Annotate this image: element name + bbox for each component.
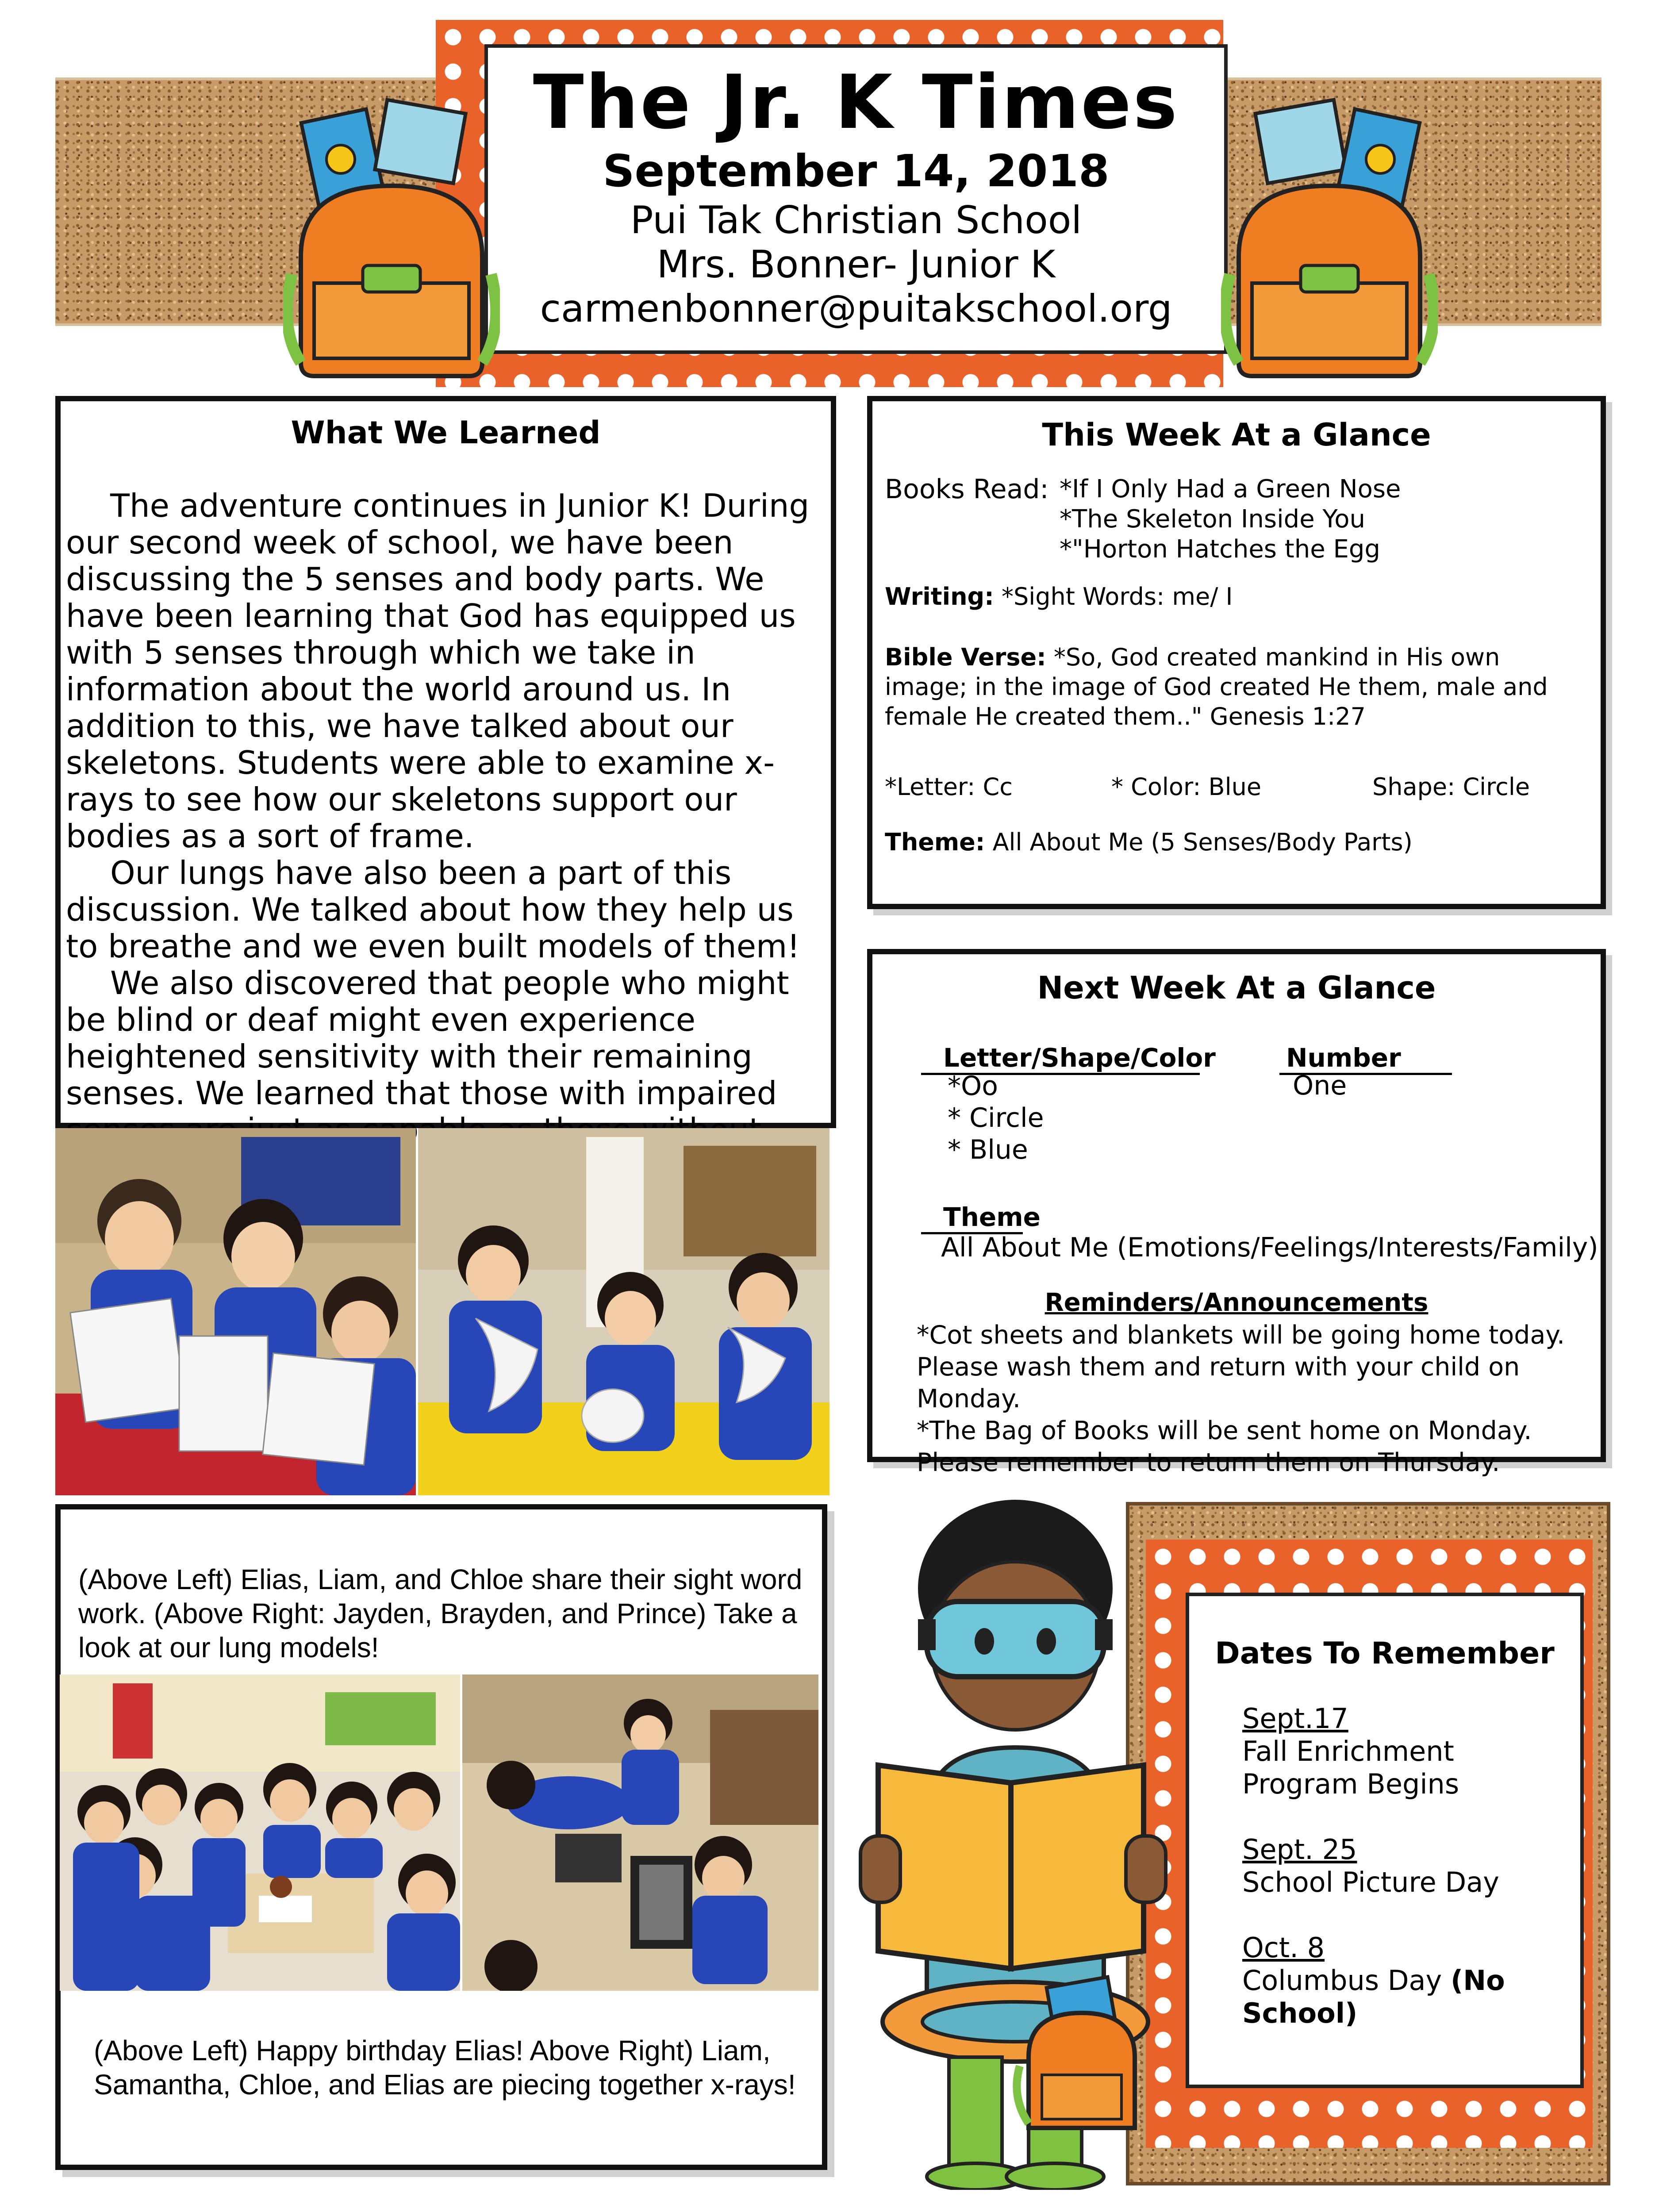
theme-value: All About Me (5 Senses/Body Parts) <box>992 828 1413 856</box>
learned-paragraph-3: We also discovered that people who might be blind or deaf might even experience heightened sensitivity with their remaining senses. We learned that those with impaired <box>66 964 789 1112</box>
book-item: *The Skeleton Inside You <box>1060 505 1365 534</box>
what-we-learned-box <box>55 396 836 1128</box>
dates-list <box>1242 1702 1571 2030</box>
learned-paragraph-2: Our lungs have also been a part of this discussion. We talked about how they help us to breathe and we even built models of them! <box>66 854 800 965</box>
date-description: School Picture Day <box>1242 1866 1499 1898</box>
date-note: (No School) <box>1242 1964 1505 2029</box>
lsc-list <box>948 1070 1044 1166</box>
learned-body <box>66 488 813 1185</box>
backpack-illustration-left <box>283 97 500 380</box>
school-name: Pui Tak Christian School <box>630 198 1082 242</box>
writing-value: *Sight Words: me/ I <box>1001 583 1233 611</box>
date-item <box>1242 1702 1571 1801</box>
next-week-heading: Next Week At a Glance <box>1037 970 1436 1006</box>
date-description: Columbus Day <box>1242 1964 1442 1997</box>
photo-lung-models <box>418 1128 830 1495</box>
lsc-item: * Blue <box>948 1134 1028 1165</box>
learned-paragraph-1: The adventure continues in Junior K! During our second week of school, we have been discussing the 5 senses and body parts. We have been learning that God has equipped us with 5 senses through which we take in information about the world around us. In addition to this, we have talked about our skeletons. Students were able to examine x-rays to see how our skeletons support our bodies as a sort of frame. <box>66 487 810 855</box>
shape-value: Shape: Circle <box>1372 773 1530 801</box>
teacher-name: Mrs. Bonner- Junior K <box>657 242 1056 287</box>
date-label: Oct. 8 <box>1242 1932 1325 1964</box>
date-description: Fall Enrichment Program Begins <box>1242 1735 1459 1800</box>
this-week-heading: This Week At a Glance <box>1042 417 1431 453</box>
theme-label: Theme: <box>885 828 985 856</box>
header-panel <box>484 44 1228 354</box>
caption-bottom: (Above Left) Happy birthday Elias! Above Right) Liam, Samantha, Chloe, and Elias are piecing together x-rays! <box>94 2035 796 2101</box>
bible-verse <box>885 642 1583 731</box>
caption-top: (Above Left) Elias, Liam, and Chloe share their sight word work. (Above Right: Jayden, Brayden, and Prince) Take a look at our lung models! <box>78 1563 803 1663</box>
verse-label: Bible Verse: <box>885 643 1046 671</box>
what-we-learned-heading: What We Learned <box>291 415 601 451</box>
reminder-item: *The Bag of Books will be sent home on Monday. Please remember to return them on Thursday. <box>917 1416 1532 1477</box>
next-week-box <box>867 949 1606 1477</box>
date-label: Sept.17 <box>1242 1702 1348 1735</box>
number-value: One <box>1293 1070 1347 1101</box>
book-item: *"Horton Hatches the Egg <box>1060 535 1380 564</box>
newsletter-date: September 14, 2018 <box>603 145 1110 197</box>
number-header: Number <box>1279 1043 1452 1075</box>
writing-label: Writing: <box>885 583 994 611</box>
reminder-item: *Cot sheets and blankets will be going home today. Please wash them and return with your child on Monday. <box>917 1321 1565 1413</box>
book-item: *If I Only Had a Green Nose <box>1060 475 1401 503</box>
next-theme-value: All About Me (Emotions/Feelings/Interests/Family) <box>941 1232 1598 1263</box>
color-value: * Color: Blue <box>1111 773 1262 801</box>
reminders-header: Reminders/Announcements <box>1045 1288 1429 1317</box>
reading-kid-illustration <box>852 1500 1188 2190</box>
verse-value: *So, God created mankind in His own image; in the image of God created He them, male and female He created them.." Genesis 1:27 <box>885 643 1548 730</box>
teacher-email: carmenbonner@puitakschool.org <box>540 287 1172 331</box>
photo-birthday <box>60 1674 460 1991</box>
dates-panel <box>1186 1593 1584 2088</box>
letter-value: *Letter: Cc <box>885 773 1013 801</box>
theme-header: Theme <box>921 1202 1023 1234</box>
photo-sight-words <box>55 1128 416 1495</box>
photo-xrays <box>462 1674 818 1991</box>
books-read <box>885 474 1401 565</box>
theme-line <box>885 828 1413 856</box>
this-week-box <box>867 396 1606 909</box>
date-item <box>1242 1833 1571 1899</box>
books-label: Books Read: <box>885 474 1049 505</box>
date-label: Sept. 25 <box>1242 1833 1357 1866</box>
backpack-illustration-right <box>1221 97 1438 380</box>
reminders-body <box>917 1319 1587 1479</box>
lsc-item: *Oo <box>948 1071 998 1102</box>
date-item <box>1242 1932 1571 2030</box>
lsc-item: * Circle <box>948 1102 1044 1133</box>
lsc-header: Letter/Shape/Color <box>921 1043 1200 1075</box>
newsletter-title: The Jr. K Times <box>533 59 1179 146</box>
dates-heading: Dates To Remember <box>1215 1636 1555 1671</box>
writing-line <box>885 583 1233 611</box>
